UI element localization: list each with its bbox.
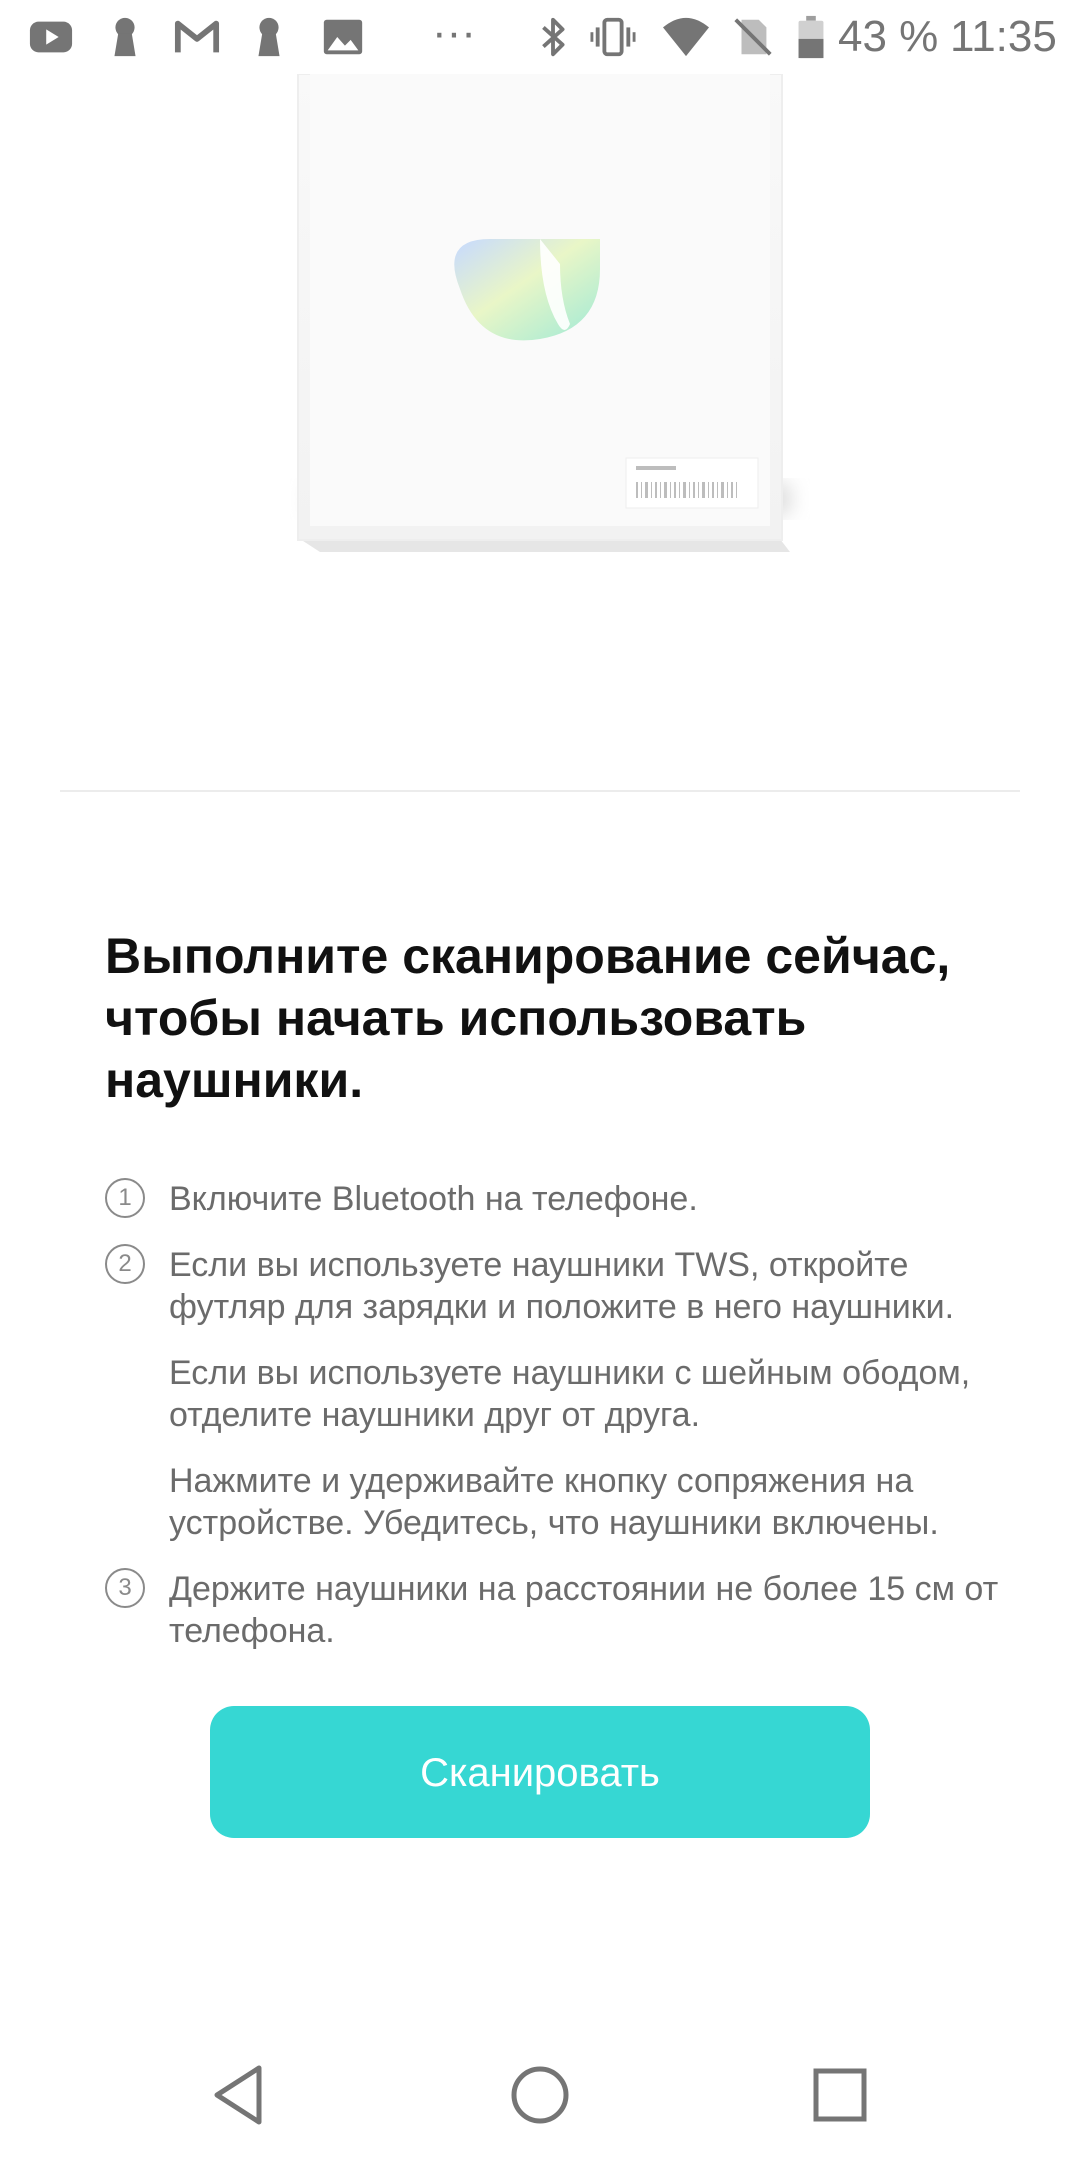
- step-2: [105, 1244, 1025, 1328]
- page-title: Выполните сканирование сейчас, чтобы начать использовать наушники.: [105, 928, 951, 1108]
- bluetooth-icon: [530, 14, 576, 60]
- step-text: Если вы используете наушники с шейным ободом, отделите наушники друг от друга.: [169, 1354, 971, 1434]
- no-sim-icon: [730, 14, 776, 60]
- step-3: [105, 1568, 1025, 1652]
- navigation-bar: [0, 2020, 1080, 2160]
- step-text: Нажмите и удерживайте кнопку сопряжения на устройстве. Убедитесь, что наушники включены.: [169, 1462, 939, 1542]
- recents-icon[interactable]: [805, 2060, 875, 2130]
- keyhole-icon: [102, 14, 148, 60]
- instruction-list: [105, 1178, 1025, 1676]
- keyhole-icon: [246, 14, 292, 60]
- battery-icon: [796, 14, 826, 60]
- step-1: [105, 1178, 1025, 1220]
- youtube-icon: [28, 14, 74, 60]
- step-number: 1: [105, 1178, 145, 1218]
- divider: [60, 790, 1020, 792]
- step-text: Держите наушники на расстоянии не более 15 см от телефона.: [169, 1570, 999, 1650]
- image-icon: [320, 14, 366, 60]
- step-number: 3: [105, 1568, 145, 1608]
- back-icon[interactable]: [205, 2060, 275, 2130]
- battery-percentage: 43 %: [838, 12, 939, 61]
- home-icon[interactable]: [505, 2060, 575, 2130]
- clock: 11:35: [950, 12, 1057, 61]
- vibrate-icon: [590, 14, 636, 60]
- step-2-neckband-note: [105, 1352, 1025, 1436]
- step-text: Включите Bluetooth на телефоне.: [169, 1180, 698, 1218]
- step-text: Если вы используете наушники TWS, откройте футляр для зарядки и положите в него наушники.: [169, 1246, 955, 1326]
- overflow-indicator: ···: [432, 8, 476, 57]
- wifi-icon: [660, 14, 712, 60]
- step-number: 2: [105, 1244, 145, 1284]
- scan-button[interactable]: Сканировать: [210, 1706, 870, 1838]
- headphones-box-illustration: [290, 74, 810, 614]
- step-2-pairing-note: [105, 1460, 1025, 1544]
- gmail-icon: [174, 14, 220, 60]
- status-bar: [0, 0, 1080, 74]
